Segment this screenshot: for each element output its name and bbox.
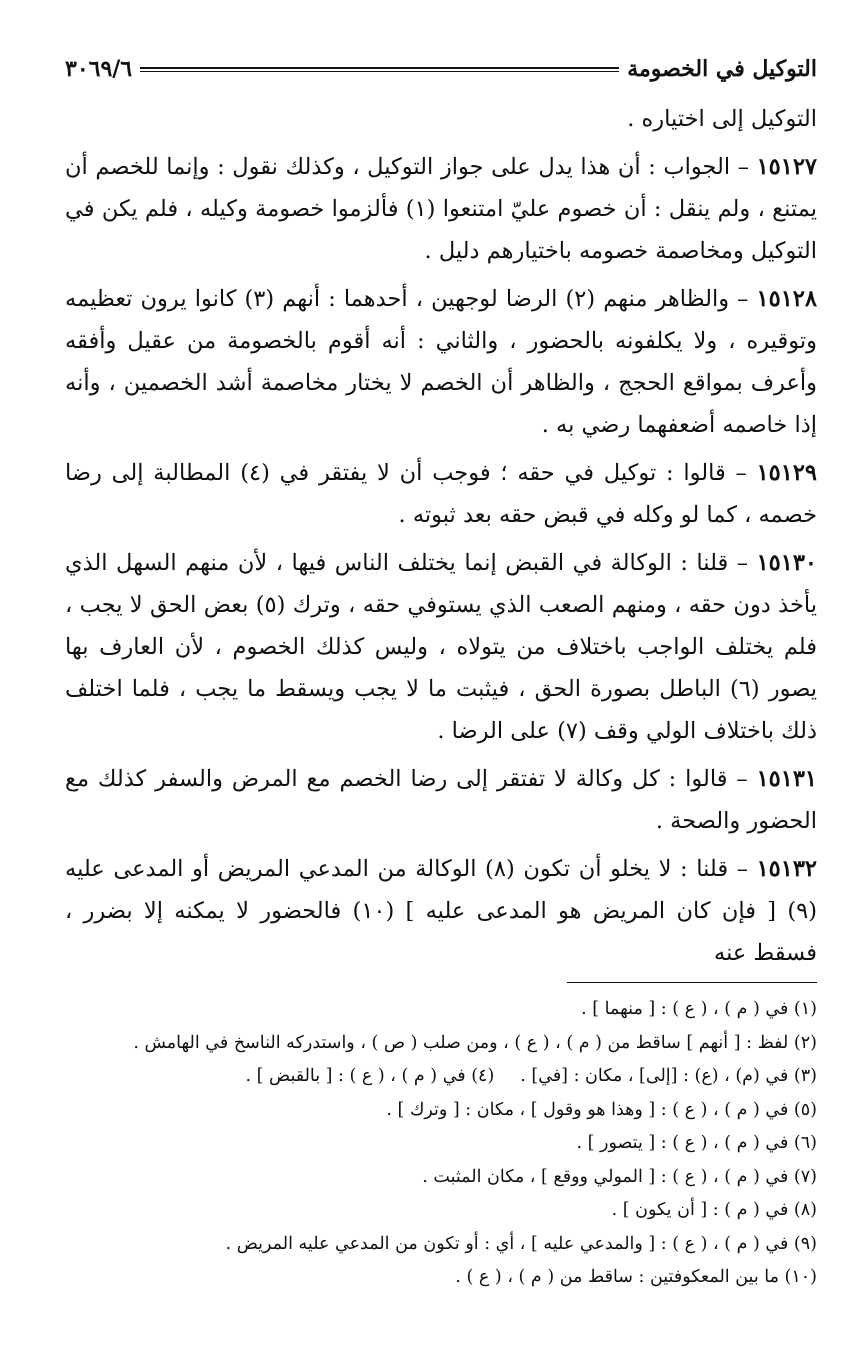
paragraph-text: – قلنا : الوكالة في القبض إنما يختلف الناس فيها ، لأن منهم السهل الذي يأخذ دون حقه ، ومنهم الصعب الذي يستوفي حقه ، وترك (٥) بعض الحق لا يجب ، فلم يختلف الواجب باختلاف من يتولاه ، وليس كذلك الخصوم ، لأن العارف بها يصور (٦) الباطل بصورة الحق ، فيثبت ما لا يجب ويسقط ما يجب ، فلما اختلف ذلك باختلاف الولي وقف (٧) على الرضا . (65, 550, 817, 744)
continuation-line: التوكيل إلى اختياره . (627, 106, 817, 132)
footnote-separator (567, 982, 817, 983)
paragraph-text: – قالوا : توكيل في حقه ؛ فوجب أن لا يفتقر في (٤) المطالبة إلى رضا خصمه ، كما لو وكله في قبض حقه بعد ثبوته . (65, 460, 817, 528)
paragraph-15130 (65, 542, 817, 752)
paragraph-15132 (65, 848, 817, 974)
paragraph-number: ١٥١٢٩ (756, 460, 817, 486)
running-header (65, 40, 817, 98)
paragraph-15127 (65, 146, 817, 272)
footnote-row-3-4 (65, 1060, 817, 1094)
header-rule (140, 67, 619, 72)
paragraph-text: – قالوا : كل وكالة لا تفتقر إلى رضا الخصم مع المرض والسفر كذلك مع الحضور والصحة . (65, 766, 817, 834)
footnote-8: (٨) في ( م ) : [ أن يكون ] . (611, 1200, 817, 1220)
paragraph-number: ١٥١٢٧ (756, 154, 817, 180)
footnote-1: (١) في ( م ) ، ( ع ) : [ منهما ] . (581, 999, 817, 1019)
paragraph-15131 (65, 758, 817, 842)
footnotes (65, 993, 817, 1295)
paragraph-number: ١٥١٣٠ (756, 550, 817, 576)
footnote-10: (١٠) ما بين المعكوفتين : ساقط من ( م ) ، ( ع ) . (455, 1267, 817, 1287)
footnote-3: (٣) في (م) ، (ع) : [إلى] ، مكان : [في] . (520, 1066, 817, 1086)
paragraph-15129 (65, 452, 817, 536)
footnote-6: (٦) في ( م ) ، ( ع ) : [ يتصور ] . (576, 1133, 817, 1153)
paragraph-number: ١٥١٣١ (756, 766, 817, 792)
chapter-title: التوكيل في الخصومة (627, 56, 817, 82)
footnote-9: (٩) في ( م ) ، ( ع ) : [ والمدعي عليه ] ، أي : أو تكون من المدعي عليه المريض . (225, 1233, 817, 1254)
footnote-5: (٥) في ( م ) ، ( ع ) : [ وهذا هو وقول ] ، مكان : [ وترك ] . (386, 1099, 817, 1120)
main-text (65, 98, 817, 974)
paragraph-text: – قلنا : لا يخلو أن تكون (٨) الوكالة من المدعي المريض أو المدعى عليه (٩) [ فإن كان المريض هو المدعى عليه ] (١٠) فالحضور لا يمكنه إلا بضرر ، فسقط عنه (65, 856, 817, 966)
paragraph-number: ١٥١٣٢ (756, 856, 817, 882)
paragraph-number: ١٥١٢٨ (756, 286, 817, 312)
footnote-2: (٢) لفظ : [ أنهم ] ساقط من ( م ) ، ( ع ) ، ومن صلب ( ص ) ، واستدركه الناسخ في الهامش . (133, 1032, 817, 1053)
paragraph-text: – والظاهر منهم (٢) الرضا لوجهين ، أحدهما : أنهم (٣) كانوا يرون تعظيمه وتوقيره ، ولا يكلفونه بالحضور ، والثاني : أنه أقوم بالخصومة من عقيل وأفقه وأعرف بمواقع الحجج ، والظاهر أن الخصم لا يختار مخاصمة أشد الخصمين ، وأنه إذا خاصمه أضعفهما رضي به . (65, 286, 817, 438)
footnote-7: (٧) في ( م ) ، ( ع ) : [ المولي ووقع ] ، مكان المثبت . (422, 1166, 817, 1187)
page-number: ٣٠٦٩/٦ (65, 56, 133, 82)
paragraph-15128 (65, 278, 817, 446)
footnote-4: (٤) في ( م ) ، ( ع ) : [ بالقبض ] . (245, 1066, 495, 1086)
paragraph-text: – الجواب : أن هذا يدل على جواز التوكيل ، وكذلك نقول : وإنما للخصم أن يمتنع ، ولم ينقل : أن خصوم عليّ امتنعوا (١) فألزموا خصومة وكيله ، فلم يكن في التوكيل ومخاصمة خصومه باختيارهم دليل . (65, 154, 817, 264)
